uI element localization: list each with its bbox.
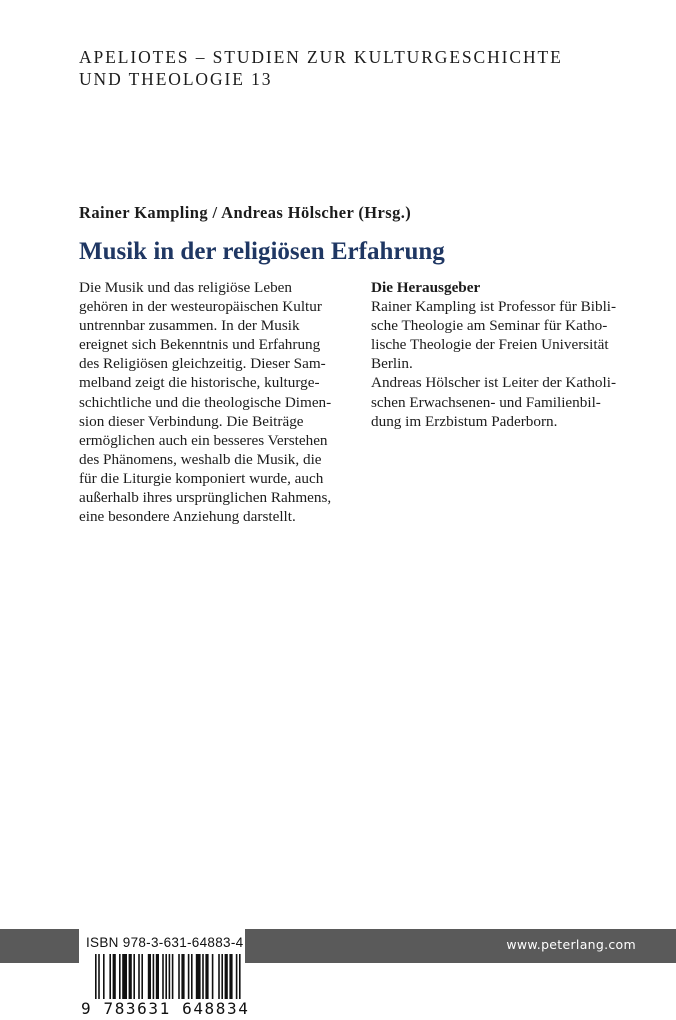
editors-line: lische Theologie der Freien Universität — [371, 336, 609, 354]
barcode-bar — [202, 954, 204, 1004]
barcode-bar — [162, 954, 164, 1004]
barcode-bar — [138, 954, 140, 1004]
series-line-1: APELIOTES – STUDIEN ZUR KULTURGESCHICHTE — [79, 47, 563, 67]
description-line: außerhalb ihres ursprünglichen Rahmens, — [79, 489, 332, 507]
barcode-bar — [103, 954, 105, 1004]
barcode-bar — [113, 954, 116, 1004]
barcode-bar — [122, 954, 127, 1004]
editors-line: Berlin. — [371, 355, 413, 373]
barcode-bar — [218, 954, 220, 1004]
description-line: für die Liturgie komponiert wurde, auch — [79, 469, 324, 487]
book-editors: Rainer Kampling / Andreas Hölscher (Hrsg.) — [79, 203, 412, 222]
barcode-bar — [236, 954, 238, 1004]
barcode-bar — [141, 954, 143, 1004]
barcode-bar — [191, 954, 193, 1004]
description-line: eine besondere Anziehung darstellt. — [79, 508, 296, 526]
description-line: untrennbar zusammen. In der Musik — [79, 317, 300, 335]
barcode-bar — [221, 954, 223, 1004]
description-line: des Religiösen gleichzeitig. Dieser Sam- — [79, 355, 326, 373]
editors-line: schen Erwachsenen- und Familienbil- — [371, 393, 601, 411]
series-line-2: UND THEOLOGIE 13 — [79, 69, 273, 89]
barcode-bar — [205, 954, 208, 1004]
editors-heading: Die Herausgeber — [371, 279, 481, 296]
barcode-panel — [79, 929, 250, 1020]
barcode-bar — [172, 954, 174, 1004]
barcode-bar — [196, 954, 201, 1004]
editors-line: Rainer Kampling ist Professor für Bibli- — [371, 298, 617, 316]
barcode-bar — [109, 954, 111, 1004]
barcode-bar — [181, 954, 184, 1004]
description-line: ereignet sich Bekenntnis und Erfahrung — [79, 336, 321, 354]
description-line: schichtliche und die theologische Dimen- — [79, 393, 332, 411]
ean-digits: 9 783631 648834 — [81, 999, 250, 1018]
barcode-bar — [239, 954, 241, 1004]
barcode-bar — [156, 954, 159, 1004]
description-column — [79, 278, 351, 526]
description-line: des Phänomens, weshalb die Musik, die — [79, 450, 322, 468]
book-title: Musik in der religiösen Erfahrung — [79, 238, 445, 265]
description-line: gehören in der westeuropäischen Kultur — [79, 298, 322, 316]
barcode-bar — [225, 954, 228, 1004]
barcode-bar — [169, 954, 171, 1004]
barcode-bar — [188, 954, 190, 1004]
isbn-label: ISBN 978-3-631-64883-4 — [86, 935, 244, 950]
barcode-bar — [119, 954, 121, 1004]
barcode-bar — [129, 954, 132, 1004]
barcode-bar — [178, 954, 180, 1004]
barcode-bar — [153, 954, 155, 1004]
series-title — [79, 46, 639, 90]
editors-line: dung im Erzbistum Paderborn. — [371, 412, 558, 430]
editors-line: Andreas Hölscher ist Leiter der Katholi- — [371, 374, 617, 392]
barcode-bar — [148, 954, 151, 1004]
barcode-bar — [165, 954, 167, 1004]
barcode-bar — [133, 954, 135, 1004]
barcode-bar — [212, 954, 214, 1004]
description-line: melband zeigt die historische, kulturge- — [79, 374, 320, 392]
description-line: sion dieser Verbindung. Die Beiträge — [79, 412, 304, 430]
editors-column — [371, 278, 639, 431]
publisher-website: www.peterlang.com — [506, 937, 636, 952]
editors-line: sche Theologie am Seminar für Katho- — [371, 317, 608, 335]
barcode-bar — [229, 954, 232, 1004]
description-line: ermöglichen auch ein besseres Verstehen — [79, 431, 328, 449]
description-line: Die Musik und das religiöse Leben — [79, 279, 293, 296]
